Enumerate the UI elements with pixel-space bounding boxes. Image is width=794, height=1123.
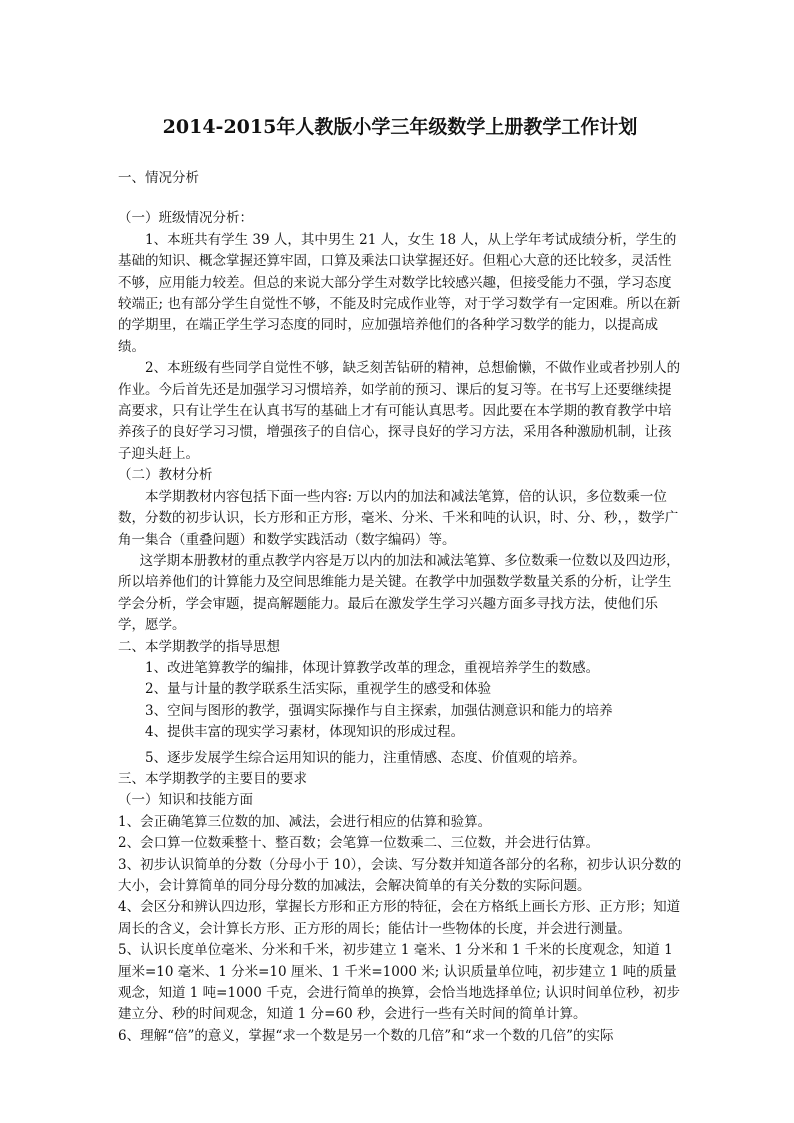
subsection-heading-skills: （一）知识和技能方面 bbox=[118, 792, 253, 809]
list-item-guiding: 3、空间与图形的教学，强调实际操作与自主探索，加强估测意识和能力的培养 bbox=[145, 702, 613, 719]
paragraph-class-1: 1、本班共有学生 39 人，其中男生 21 人，女生 18 人，从上学年考试成绩分析，学生的基础的知识、概念掌握还算牢固，口算及乘法口诀掌握还好。但粗心大意的还比较多，灵活性不够，应用能力较差。但总的来说大部分学生对数学比较感兴趣，但接受能力不强，学习态度较端正; 也有部分学生自觉性不够，不能及时完成作业等，对于学习数学有一定困难。所以在新的学期里，在端正学生学习态度的同时，应加强培养他们的各种学习数学的能力，以提高成绩。 bbox=[118, 231, 681, 355]
list-item-skill: 4、会区分和辨认四边形，掌握长方形和正方形的特征，会在方格纸上画长方形、正方形；知道周长的含义，会计算长方形、正方形的周长；能估计一些物体的长度，并会进行测量。 bbox=[118, 899, 681, 937]
list-item-skill: 1、会正确笔算三位数的加、减法，会进行相应的估算和验算。 bbox=[118, 813, 492, 830]
document-title: 2014-2015年人教版小学三年级数学上册教学工作计划 bbox=[162, 116, 638, 138]
list-item-guiding: 1、改进笔算教学的编排，体现计算教学改革的理念，重视培养学生的数感。 bbox=[145, 659, 600, 676]
list-item-guiding: 4、提供丰富的现实学习素材，体现知识的形成过程。 bbox=[145, 724, 465, 741]
list-item-skill: 3、初步认识简单的分数（分母小于 10），会读、写分数并知道各部分的名称，初步认识分数的大小，会计算简单的同分母分数的加减法，会解决简单的有关分数的实际问题。 bbox=[118, 856, 682, 894]
subsection-heading-class: （一）班级情况分析： bbox=[118, 210, 253, 227]
section-heading-guiding: 二、本学期教学的指导思想 bbox=[118, 638, 280, 655]
section-heading-goals: 三、本学期教学的主要目的要求 bbox=[118, 770, 307, 787]
section-heading-situation: 一、情况分析 bbox=[118, 170, 199, 186]
list-item-skill: 5、认识长度单位毫米、分米和千米，初步建立 1 毫米、1 分米和 1 千米的长度观念，知道 1 厘米=10 毫米、1 分米=10 厘米、1 千米=1000 米; 认识质量单位吨，初步建立 1 吨的质量观念，知道 1 吨=1000 千克，会进行简单的换算，会恰当地选择单位; 认识时间单位秒，初步建立分、秒的时间观念，知道 1 分=60 秒，会进行一些有关时间的简单计算。 bbox=[118, 942, 680, 1023]
subsection-heading-textbook: （二）教材分析 bbox=[118, 467, 213, 484]
list-item-guiding: 5、逐步发展学生综合运用知识的能力，注重情感、态度、价值观的培养。 bbox=[145, 749, 586, 766]
document-body bbox=[118, 168, 682, 1047]
paragraph-textbook-2: 这学期本册教材的重点教学内容是万以内的加法和减法笔算、多位数乘一位数以及四边形，所以培养他们的计算能力及空间思维能力是关键。在教学中加强数学数量关系的分析，让学生学会分析，学会审题，提高解题能力。最后在激发学生学习兴趣方面多寻找方法，使他们乐学，愿学。 bbox=[118, 552, 680, 634]
paragraph-textbook-1: 本学期教材内容包括下面一些内容: 万以内的加法和减法笔算，倍的认识，多位数乘一位数，分数的初步认识，长方形和正方形，毫米、分米、千米和吨的认识，时、分、秒，，数学广角一集合（重叠问题）和数学实践活动（数字编码）等。 bbox=[118, 488, 679, 548]
list-item-skill: 6、理解“倍”的意义，掌握“求一个数是另一个数的几倍”和“求一个数的几倍”的实际 bbox=[118, 1027, 614, 1044]
paragraph-class-2: 2、本班级有些同学自觉性不够，缺乏刻苦钻研的精神，总想偷懒，不做作业或者抄别人的作业。今后首先还是加强学习习惯培养，如学前的预习、课后的复习等。在书写上还要继续提高要求，只有让学生在认真书写的基础上才有可能认真思考。因此要在本学期的教育教学中培养孩子的良好学习习惯，增强孩子的自信心，探寻良好的学习方法，采用各种激励机制，让孩子迎头赶上。 bbox=[118, 360, 681, 462]
list-item-skill: 2、会口算一位数乘整十、整百数；会笔算一位数乘二、三位数，并会进行估算。 bbox=[118, 835, 600, 852]
list-item-guiding: 2、量与计量的教学联系生活实际，重视学生的感受和体验 bbox=[145, 681, 492, 698]
